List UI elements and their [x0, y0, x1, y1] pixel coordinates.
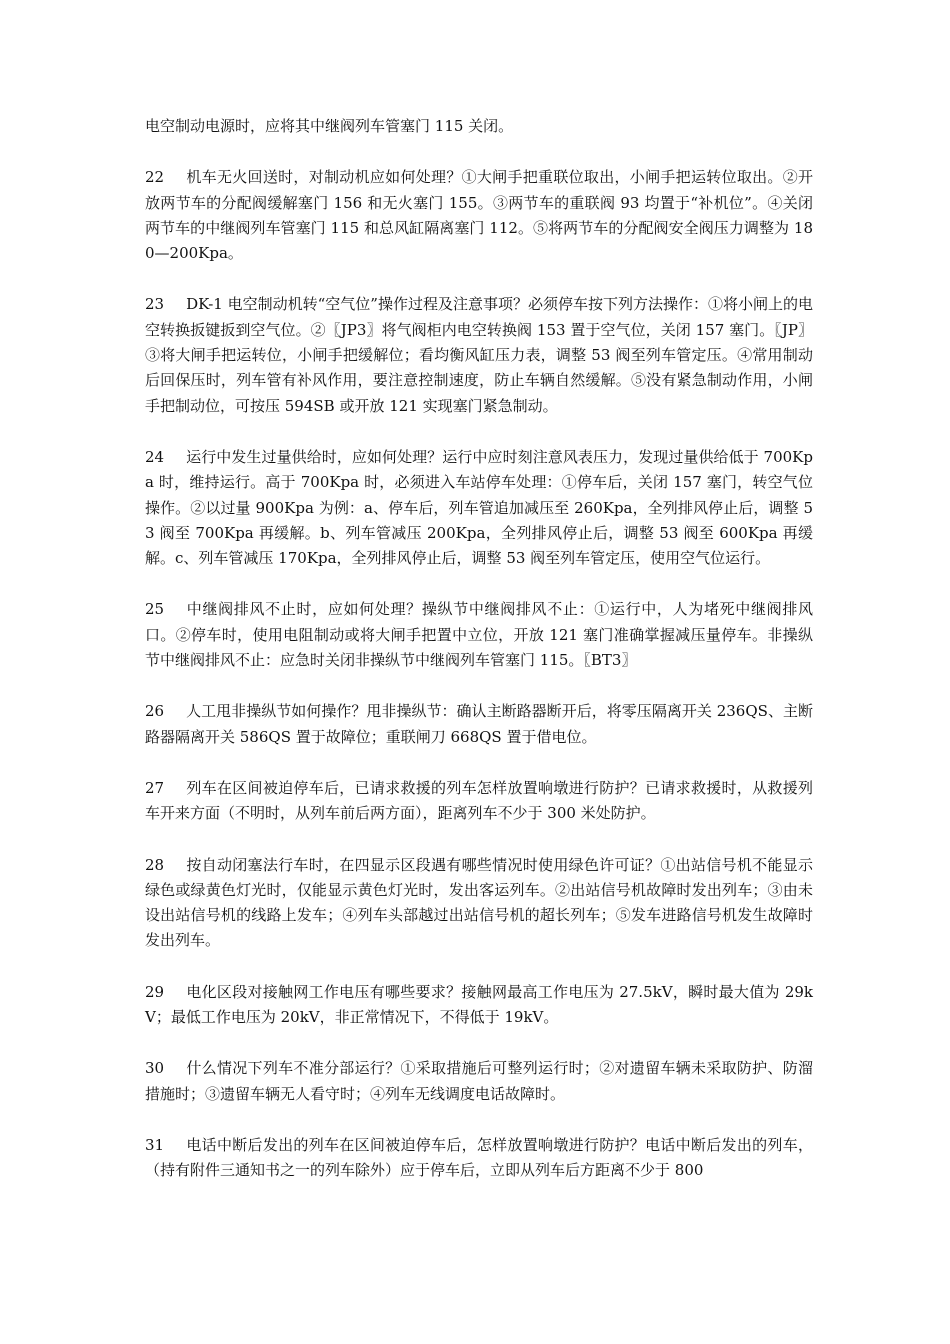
question-item-27 [145, 776, 813, 827]
item-text: 电话中断后发出的列车在区间被迫停车后，怎样放置响墩进行防护？电话中断后发出的列车，（持有附件三通知书之一的列车除外）应于停车后，立即从列车后方距离不少于 800 [145, 1135, 813, 1180]
item-text: 什么情况下列车不准分部运行？①采取措施后可整列运行时；②对遗留车辆未采取防护、防溜措施时；③遗留车辆无人看守时；④列车无线调度电话故障时。 [145, 1059, 813, 1103]
item-number: 24 [145, 447, 165, 466]
item-number: 25 [145, 600, 165, 619]
intro-paragraph: 电空制动电源时，应将其中继阀列车管塞门 115 关闭。 [145, 117, 514, 135]
question-item-23 [145, 292, 813, 418]
document-page [145, 114, 813, 1210]
question-item-28 [145, 853, 813, 954]
item-number: 29 [145, 982, 165, 1001]
question-item-31 [145, 1133, 813, 1184]
question-item-26 [145, 699, 813, 750]
item-text: 电化区段对接触网工作电压有哪些要求？接触网最高工作电压为 27.5kV，瞬时最大值为 29kV；最低工作电压为 20kV，非正常情况下，不得低于 19kV。 [145, 982, 813, 1027]
question-item-22 [145, 165, 813, 266]
item-number: 26 [145, 702, 165, 721]
item-text: 中继阀排风不止时，应如何处理？操纵节中继阀排风不止：①运行中，人为堵死中继阀排风口。②停车时，使用电阻制动或将大闸手把置中立位，开放 121 塞门准确掌握减压量停车。非操纵节中继阀排风不止：应急时关闭非操纵节中继阀列车管塞门 115。〖BT3〗 [145, 600, 813, 670]
question-item-30 [145, 1056, 813, 1107]
item-text: 机车无火回送时，对制动机应如何处理？①大闸手把重联位取出，小闸手把运转位取出。②开放两节车的分配阀缓解塞门 156 和无火塞门 155。③两节车的重联阀 93 均置于“补机位”。④关闭两节车的中继阀列车管塞门 115 和总风缸隔离塞门 112。⑤将两节车的分配阀安全阀压力调整为 180—200Kpa。 [145, 168, 813, 263]
item-number: 23 [145, 295, 165, 314]
item-number: 30 [145, 1059, 165, 1078]
item-number: 27 [145, 778, 165, 797]
item-text: 人工甩非操纵节如何操作？甩非操纵节：确认主断路器断开后，将零压隔离开关 236QS、主断路器隔离开关 586QS 置于故障位；重联闸刀 668QS 置于借电位。 [145, 702, 813, 746]
item-text: 按自动闭塞法行车时，在四显示区段遇有哪些情况时使用绿色许可证？①出站信号机不能显示绿色或绿黄色灯光时，仅能显示黄色灯光时，发出客运列车。②出站信号机故障时发出列车；③由未设出站信号机的线路上发车；④列车头部越过出站信号机的超长列车；⑤发车进路信号机发生故障时发出列车。 [145, 855, 813, 950]
item-number: 28 [145, 855, 165, 874]
item-number: 31 [145, 1135, 165, 1154]
item-text: DK-1 电空制动机转“空气位”操作过程及注意事项？必须停车按下列方法操作：①将小闸上的电空转换扳键扳到空气位。②〖JP3〗将气阀柜内电空转换阀 153 置于空气位，关闭 157 塞门。〖JP〗③将大闸手把运转位，小闸手把缓解位；看均衡风缸压力表，调整 53 阀至列车管定压。④常用制动后回保压时，列车管有补风作用，要注意控制速度，防止车辆自然缓解。⑤没有紧急制动作用，小闸手把制动位，可按压 594SB 或开放 121 实现塞门紧急制动。 [145, 295, 813, 415]
item-number: 22 [145, 168, 165, 187]
item-text: 列车在区间被迫停车后，已请求救援的列车怎样放置响墩进行防护？已请求救援时，从救援列车开来方面（不明时，从列车前后两方面），距离列车不少于 300 米处防护。 [145, 778, 813, 823]
question-item-29 [145, 980, 813, 1031]
question-item-25 [145, 597, 813, 673]
question-item-24 [145, 445, 813, 571]
item-text: 运行中发生过量供给时，应如何处理？运行中应时刻注意风表压力，发现过量供给低于 700Kpa 时，维持运行。高于 700Kpa 时，必须进入车站停车处理：①停车后，关闭 157 塞门，转空气位操作。②以过量 900Kpa 为例：a、停车后，列车管追加减压至 260Kpa，全列排风停止后，调整 53 阀至 700Kpa 再缓解。b、列车管减压 200Kpa，全列排风停止后，调整 53 阀至 600Kpa 再缓解。c、列车管减压 170Kpa，全列排风停止后，调整 53 阀至列车管定压，使用空气位运行。 [145, 447, 813, 568]
